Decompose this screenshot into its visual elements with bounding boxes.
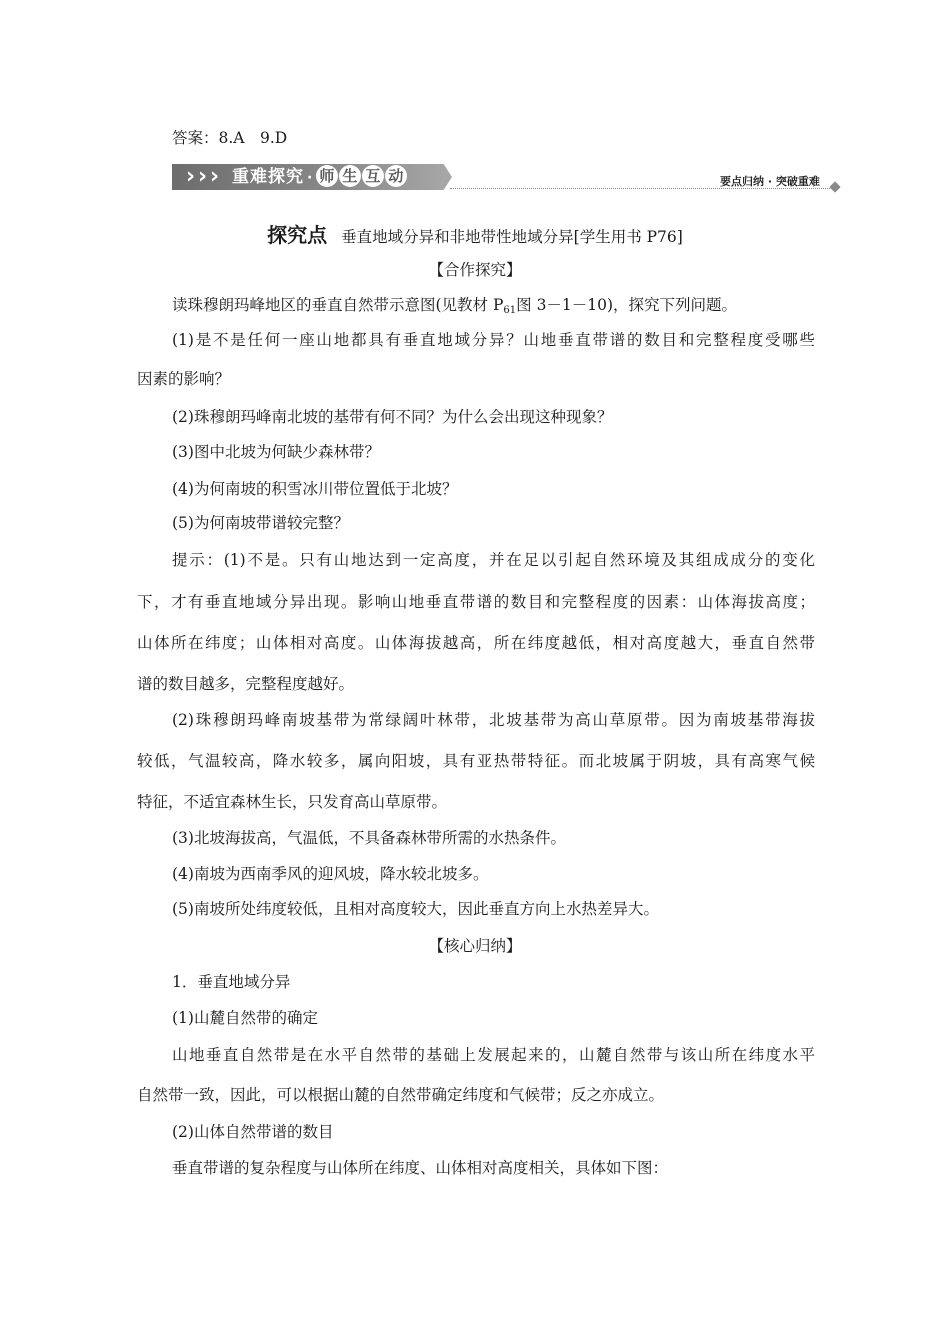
- core-line: 垂直带谱的复杂程度与山体所在纬度、山体相对高度相关，具体如下图：: [172, 1159, 669, 1177]
- question-line: (4)为何南坡的积雪冰川带位置低于北坡？: [172, 480, 458, 498]
- hint-line: (4)南坡为西南季风的迎风坡，降水较北坡多。: [172, 865, 489, 883]
- banner-circled-char: 师: [316, 165, 338, 187]
- chevron-right-icon: ›: [186, 164, 196, 189]
- question-line: (2)珠穆朗玛峰南北坡的基带有何不同？为什么会出现这种现象？: [172, 408, 613, 426]
- core-heading: 【核心归纳】: [428, 937, 522, 955]
- intro-subscript: 61: [503, 305, 517, 316]
- hint-line: (2)珠穆朗玛峰南坡基带为常绿阔叶林带，北坡基带为高山草原带。因为南坡基带海拔: [172, 711, 815, 729]
- banner-dot: ·: [307, 170, 314, 186]
- core-line: (2)山体自然带谱的数目: [172, 1123, 334, 1141]
- section-title: [0, 219, 950, 248]
- hint-line: 山体所在纬度；山体相对高度。山体海拔越高，所在纬度越低，相对高度越大，垂直自然带: [137, 634, 815, 652]
- hint-line: 较低，气温较高，降水较多，属向阳坡，具有亚热带特征。而北坡属于阴坡，具有高寒气候: [137, 752, 815, 770]
- core-line: 山地垂直自然带是在水平自然带的基础上发展起来的，山麓自然带与该山所在纬度水平: [172, 1046, 815, 1064]
- hint-line: 谱的数目越多，完整程度越好。: [137, 675, 355, 693]
- question-line: 因素的影响？: [137, 370, 231, 388]
- section-banner: [172, 162, 452, 192]
- section-key: 探究点: [267, 223, 328, 247]
- chevron-right-icon: ›: [198, 164, 208, 189]
- core-line: 自然带一致，因此，可以根据山麓的自然带确定纬度和气候带；反之亦成立。: [137, 1086, 665, 1104]
- banner-title: [232, 164, 408, 190]
- banner-circled-char: 互: [362, 165, 384, 187]
- question-line: (1)是不是任何一座山地都具有垂直地域分异？山地垂直带谱的数目和完整程度受哪些: [172, 331, 815, 349]
- intro-text-pre: 读珠穆朗玛峰地区的垂直自然带示意图(见教材 P: [172, 296, 504, 314]
- answer-line: 答案：8.A 9.D: [172, 129, 288, 147]
- intro-paragraph: [172, 295, 737, 321]
- banner-circled-char: 生: [339, 165, 361, 187]
- chevron-right-icon: ›: [210, 164, 220, 189]
- cooperate-heading: 【合作探究】: [428, 261, 522, 279]
- diamond-icon: [829, 181, 840, 192]
- intro-text-post: 图 3－1－10)，探究下列问题。: [516, 296, 738, 314]
- hint-line: (5)南坡所处纬度较低，且相对高度较大，因此垂直方向上水热差异大。: [172, 900, 659, 918]
- hint-line: (3)北坡海拔高，气温低，不具备森林带所需的水热条件。: [172, 829, 566, 847]
- hint-line: 下，才有垂直地域分异出现。影响山地垂直带谱的数目和完整程度的因素：山体海拔高度；: [137, 593, 815, 611]
- banner-title-main: 重难探究: [232, 167, 304, 187]
- core-line: (1)山麓自然带的确定: [172, 1009, 318, 1027]
- question-line: (3)图中北坡为何缺少森林带？: [172, 443, 380, 461]
- hint-line: 特征，不适宜森林生长，只发育高山草原带。: [137, 793, 448, 811]
- hint-line: 提示：(1)不是。只有山地达到一定高度，并在足以引起自然环境及其组成成分的变化: [172, 551, 815, 569]
- core-line: 1．垂直地域分异: [172, 973, 291, 991]
- question-line: (5)为何南坡带谱较完整？: [172, 514, 349, 532]
- banner-right-tag: 要点归纳 · 突破重难: [720, 175, 820, 188]
- section-subtitle: 垂直地域分异和非地带性地域分异[学生用书 P76]: [341, 228, 683, 246]
- banner-circled-char: 动: [385, 165, 407, 187]
